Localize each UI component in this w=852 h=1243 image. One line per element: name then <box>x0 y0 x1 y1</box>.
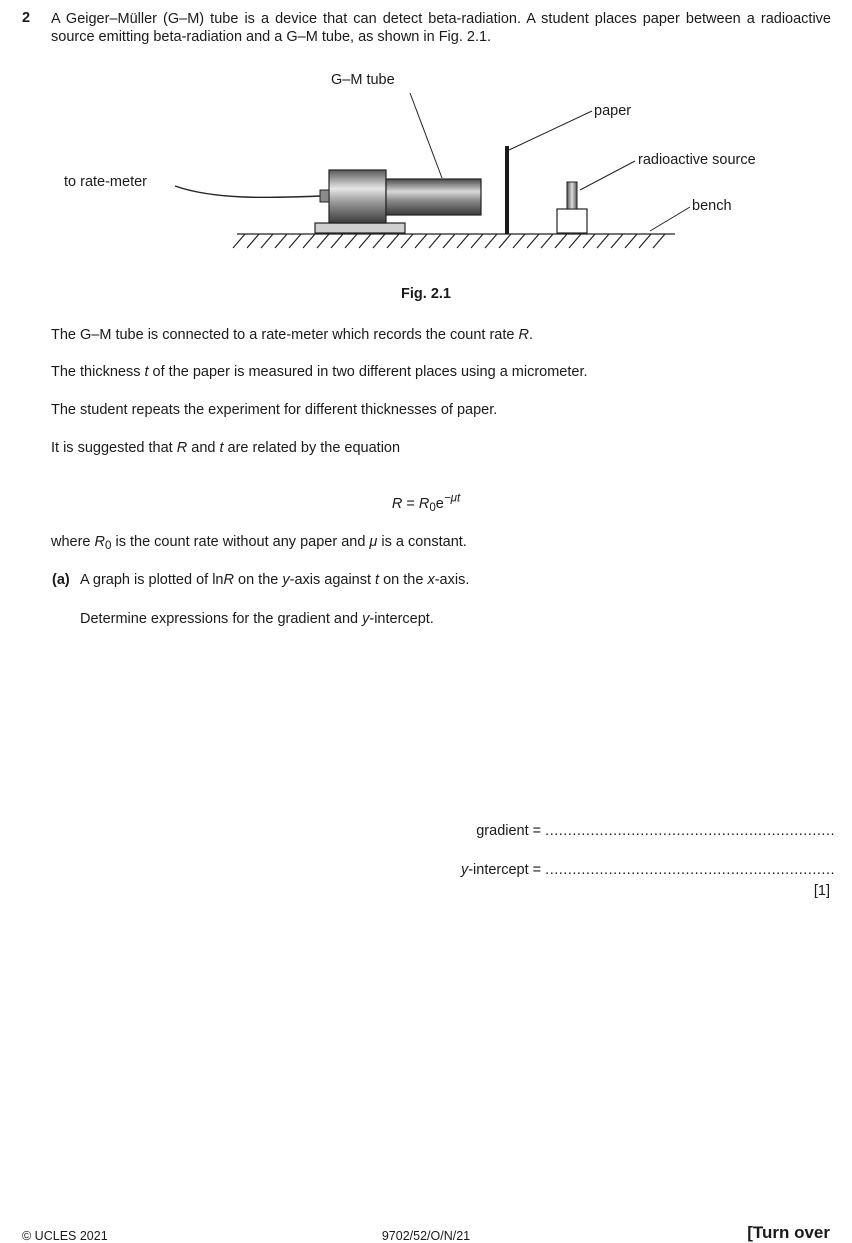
paper-sheet <box>505 146 509 234</box>
gm-tube-body <box>329 170 386 223</box>
paragraph-repeat: The student repeats the experiment for different thicknesses of paper. <box>51 402 498 418</box>
paragraph-thickness: The thickness t of the paper is measured in two different places using a micrometer. <box>51 364 588 380</box>
intercept-answer-line[interactable]: y-intercept = ................................................................ <box>460 862 835 878</box>
marks-allocation: [1] <box>813 883 830 899</box>
gm-tube-window <box>386 179 481 215</box>
radioactive-source-holder <box>557 209 587 233</box>
question-number: 2 <box>22 10 31 26</box>
label-bench: bench <box>692 198 732 214</box>
label-radioactive-source: radioactive source <box>638 152 756 168</box>
footer-paper-code: 9702/52/O/N/21 <box>381 1229 471 1243</box>
label-gm-tube: G–M tube <box>331 72 395 88</box>
question-intro: A Geiger–Müller (G–M) tube is a device that can detect beta-radiation. A student places paper between a radioactive source emitting beta-radiation and a G–M tube, as shown in Fig. 2.1. <box>51 11 831 45</box>
footer-turn-over: [Turn over <box>747 1223 830 1242</box>
figure-caption: Fig. 2.1 <box>401 286 451 302</box>
bench-surface <box>233 234 675 248</box>
label-rate-meter: to rate-meter <box>64 174 147 190</box>
paragraph-definitions: where $R_0$ is the count rate without any paper and μ is a constant. <box>51 534 467 552</box>
gm-tube-base-plate <box>315 223 405 233</box>
part-a-label: (a) <box>52 572 70 588</box>
radioactive-source-rod <box>567 182 577 209</box>
gradient-answer-line[interactable]: gradient = ................................................................ <box>476 823 835 839</box>
part-a-question: A graph is plotted of lnR on the y-axis against t on the x-axis. <box>80 572 470 588</box>
rate-meter-cable <box>175 186 320 197</box>
gm-tube-connector <box>320 190 329 202</box>
footer-copyright: © UCLES 2021 <box>22 1229 108 1243</box>
gm-tube-apparatus-diagram <box>40 68 820 258</box>
paragraph-rate-meter: The G–M tube is connected to a rate-meter which records the count rate R. <box>51 327 533 343</box>
paragraph-relation: It is suggested that R and t are related by the equation <box>51 440 401 456</box>
equation-decay: $R = R_0e^{-\mu t}$ <box>391 491 461 514</box>
label-paper: paper <box>594 103 632 119</box>
part-a-instruction: Determine expressions for the gradient and y-intercept. <box>80 611 434 627</box>
